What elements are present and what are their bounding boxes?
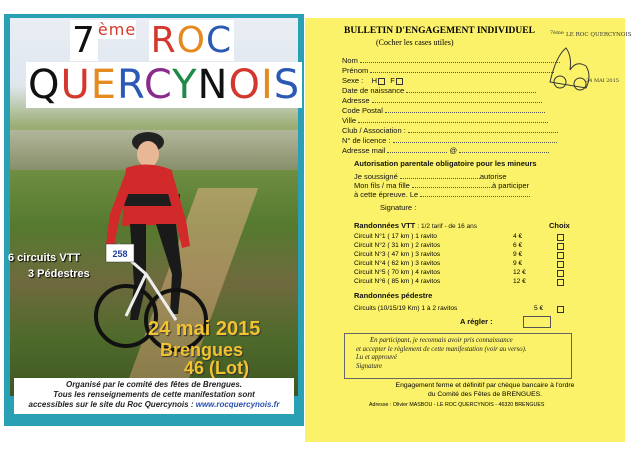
title-letter: C	[143, 62, 173, 108]
parental-line2[interactable]	[354, 181, 529, 190]
field-code-postal[interactable]	[342, 106, 545, 115]
title-letter: Q	[28, 62, 61, 108]
engage-line2: du Comité des Fêtes de BRENGUES.	[427, 390, 543, 398]
title-letter: N	[197, 62, 229, 108]
circuit-row: Circuit N°6 ( 85 km ) 4 ravitos	[354, 278, 441, 285]
title-letter: O	[228, 62, 261, 108]
title-roc	[149, 20, 235, 61]
circuit-price: 6 €	[513, 242, 523, 249]
title-letter: Y	[172, 62, 198, 108]
label-adresse: Adresse	[342, 96, 370, 105]
poster-circuits	[8, 250, 90, 282]
label-naissance: Date de naissance	[342, 86, 405, 95]
checkbox-sexe-h[interactable]	[378, 78, 385, 85]
circuit-price: 12 €	[513, 278, 526, 285]
parental-line1[interactable]	[354, 172, 507, 181]
field-nom[interactable]	[342, 56, 560, 65]
org-url-link[interactable]: www.rocquercynois.fr	[195, 400, 280, 409]
pedestres-text: 3 Pédestres	[28, 268, 90, 280]
field-mail[interactable]	[342, 146, 549, 155]
logo-top: 7ème	[550, 30, 564, 36]
parental-line1-b: autorise	[479, 172, 507, 181]
a-regler-label: A régler :	[460, 317, 493, 326]
parental-line3[interactable]	[354, 190, 530, 199]
checkbox-sexe-f[interactable]	[396, 78, 403, 85]
parental-line3-text: à cette épreuve. Le	[354, 190, 419, 199]
parental-heading: Autorisation parentale obligatoire pour les mineurs	[354, 159, 537, 168]
vtt-note: : 1/2 tarif - de 16 ans	[417, 223, 477, 230]
label-sexe-f: F	[390, 76, 395, 85]
a-regler-input[interactable]	[523, 316, 551, 328]
circuit-row: Circuit N°3 ( 47 km ) 3 ravitos	[354, 251, 441, 258]
title-letter: O	[176, 20, 206, 61]
pedestre-checkbox[interactable]	[557, 306, 564, 313]
circuit-price: 12 €	[513, 269, 526, 276]
label-sexe-h: H	[371, 76, 378, 85]
title-quercynois	[26, 62, 302, 108]
form-subtitle: (Cocher les cases utiles)	[376, 38, 454, 47]
pedestre-heading: Randonnées pédestre	[354, 291, 433, 300]
pedestre-row: Circuits (10/15/19 Km) 1 à 2 ravitos	[354, 305, 458, 312]
circuit-checkbox[interactable]	[557, 270, 564, 277]
parental-line1-a: Je soussigné	[354, 172, 398, 181]
vtt-heading-text: Randonnées VTT	[354, 221, 416, 230]
field-adresse[interactable]	[342, 96, 542, 105]
engage-line1: Engagement ferme et définitif par chèque bancaire à l'ordre	[395, 382, 575, 389]
circuits-vtt-text: 6 circuits VTT	[8, 252, 81, 264]
field-sexe	[342, 76, 404, 85]
sig-line1: En participant, je reconnais avoir pris connaissance	[370, 337, 513, 344]
poster-town: Brengues	[160, 340, 244, 360]
bib-number: 258	[112, 249, 128, 259]
label-nom: Nom	[342, 56, 358, 65]
form-title: BULLETIN D'ENGAGEMENT INDIVIDUEL	[344, 26, 535, 36]
circuit-checkbox[interactable]	[557, 234, 564, 241]
field-naissance[interactable]	[342, 86, 536, 95]
title-sup: ème	[97, 20, 137, 39]
parental-line2-a: Mon fils / ma fille	[354, 181, 410, 190]
poster-date: 24 mai 2015	[148, 318, 261, 340]
label-licence: N° de licence :	[342, 136, 391, 145]
label-club: Club / Association :	[342, 126, 406, 135]
title-letter: S	[273, 62, 301, 108]
poster-dept: 46 (Lot)	[184, 358, 249, 378]
title-letter: I	[260, 62, 274, 108]
circuit-checkbox[interactable]	[557, 252, 564, 259]
pedestre-price: 5 €	[534, 305, 544, 312]
title-letter: R	[117, 62, 144, 108]
circuit-checkbox[interactable]	[557, 279, 564, 286]
field-licence[interactable]	[342, 136, 557, 145]
sig-line2: et accepter le règlement de cette manifestation (voir au verso).	[356, 345, 527, 353]
title-letter: R	[150, 20, 177, 61]
circuit-row: Circuit N°4 ( 62 km ) 3 ravitos	[354, 260, 441, 267]
org-line1: Organisé par le comité des fêtes de Brengues.	[65, 380, 243, 389]
circuit-row: Circuit N°2 ( 31 km ) 2 ravitos	[354, 242, 441, 249]
org-line2: Tous les renseignements de cette manifestation sont	[53, 390, 255, 399]
circuit-price: 4 €	[513, 233, 523, 240]
choix-header: Choix	[549, 221, 570, 230]
label-at: @	[449, 146, 458, 155]
organizer-box	[14, 378, 294, 414]
vtt-heading	[354, 221, 477, 231]
circuit-price: 9 €	[513, 260, 523, 267]
logo-name: LE ROC QUERCYNOIS	[566, 32, 632, 38]
logo-date: 24 MAI 2015	[586, 78, 619, 84]
label-code-postal: Code Postal	[342, 106, 383, 115]
circuit-price: 9 €	[513, 251, 523, 258]
circuit-checkbox[interactable]	[557, 261, 564, 268]
label-prenom: Prénom	[342, 66, 369, 75]
title-letter: U	[60, 62, 91, 108]
circuit-checkbox[interactable]	[557, 243, 564, 250]
title-letter: E	[90, 62, 118, 108]
label-mail: Adresse mail	[342, 146, 386, 155]
circuit-row: Circuit N°5 ( 70 km ) 4 ravitos	[354, 269, 441, 276]
field-club[interactable]	[342, 126, 558, 135]
title-letter: C	[206, 20, 233, 61]
signature-text	[356, 337, 527, 371]
org-line3	[14, 400, 294, 410]
sig-line4: Signature	[356, 362, 383, 370]
poster-title-line2	[26, 62, 302, 108]
circuit-row: Circuit N°1 ( 17 km ) 1 ravito	[354, 233, 437, 240]
label-ville: Ville	[342, 116, 357, 125]
org-line3-prefix: accessibles sur le site du Roc Quercynois :	[28, 400, 194, 409]
field-ville[interactable]	[342, 116, 548, 125]
parental-signature[interactable]: Signature :	[380, 203, 417, 212]
field-prenom[interactable]	[342, 66, 554, 75]
label-sexe: Sexe :	[342, 76, 364, 85]
postal-address: Adresse : Olivier MASBOU - LE ROC QUERCYNOIS - 46320 BRENGUES	[369, 402, 545, 408]
parental-line2-b: à participer	[491, 181, 530, 190]
sig-line3: Lu et approuvé	[356, 354, 397, 361]
title-number: 7	[72, 20, 96, 61]
poster-title-line1	[70, 20, 234, 61]
engagement-text	[360, 382, 610, 399]
